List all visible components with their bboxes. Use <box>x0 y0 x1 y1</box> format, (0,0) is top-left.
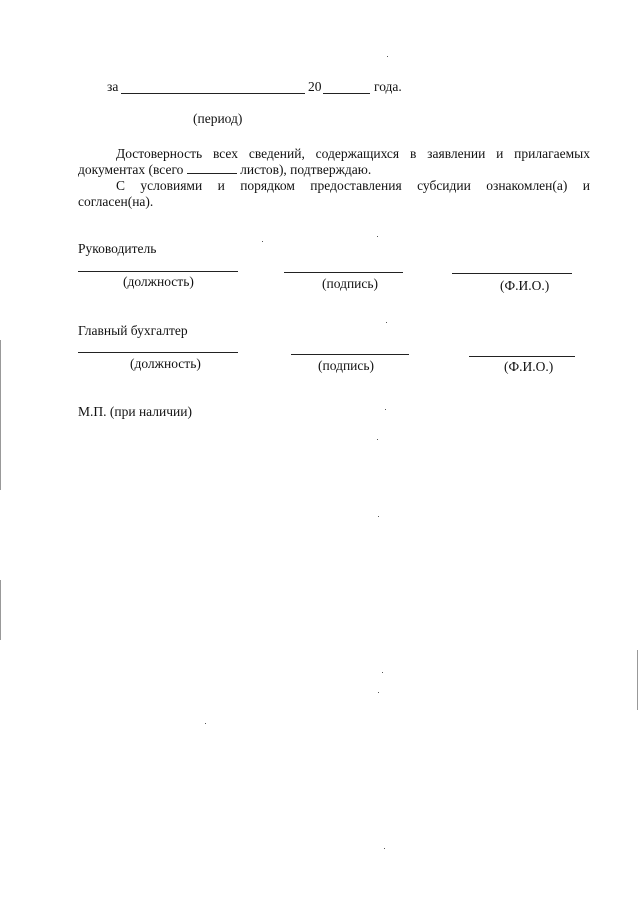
head-title: Руководитель <box>78 241 157 256</box>
accountant-signature-caption: (подпись) <box>318 358 375 373</box>
year-prefix: 20 <box>308 79 322 94</box>
accountant-name-caption: (Ф.И.О.) <box>504 359 554 374</box>
head-signature-caption: (подпись) <box>322 276 379 291</box>
stamp-note: М.П. (при наличии) <box>78 404 192 419</box>
accountant-position-caption: (должность) <box>130 356 201 371</box>
scan-edge-mark <box>637 650 638 710</box>
certification-line-2 <box>78 162 590 178</box>
certification-line-4: согласен(на). <box>78 194 154 209</box>
head-signature-line <box>284 272 403 273</box>
scan-speck <box>384 848 385 849</box>
head-position-caption: (должность) <box>123 274 194 289</box>
head-name-line <box>452 273 572 274</box>
accountant-signature-line <box>291 354 409 355</box>
certification-line-2-before: документах (всего <box>78 162 184 177</box>
certification-line-1: Достоверность всех сведений, содержащихся в заявлении и прилагаемых <box>116 146 590 161</box>
scan-speck <box>377 236 378 237</box>
period-caption: (период) <box>193 111 243 126</box>
scan-speck <box>382 672 383 673</box>
head-position-line <box>78 271 238 272</box>
scan-speck <box>387 56 388 57</box>
scan-edge-mark <box>0 580 1 640</box>
scan-speck <box>262 241 263 242</box>
year-suffix: года. <box>374 79 402 94</box>
head-name-caption: (Ф.И.О.) <box>500 278 550 293</box>
period-blank <box>121 93 305 94</box>
scan-speck <box>377 439 378 440</box>
accountant-title: Главный бухгалтер <box>78 323 188 338</box>
certification-line-2-after: листов), подтверждаю. <box>240 162 372 177</box>
sheet-count-blank <box>187 162 237 174</box>
year-blank <box>323 93 370 94</box>
scan-speck <box>378 692 379 693</box>
accountant-name-line <box>469 356 575 357</box>
accountant-position-line <box>78 352 238 353</box>
scan-speck <box>386 322 387 323</box>
scan-speck <box>205 723 206 724</box>
scan-edge-mark <box>0 340 1 490</box>
scan-speck <box>385 409 386 410</box>
scan-speck <box>378 516 379 517</box>
period-prefix: за <box>107 79 119 94</box>
certification-line-3: С условиями и порядком предоставления субсидии ознакомлен(а) и <box>116 178 590 193</box>
